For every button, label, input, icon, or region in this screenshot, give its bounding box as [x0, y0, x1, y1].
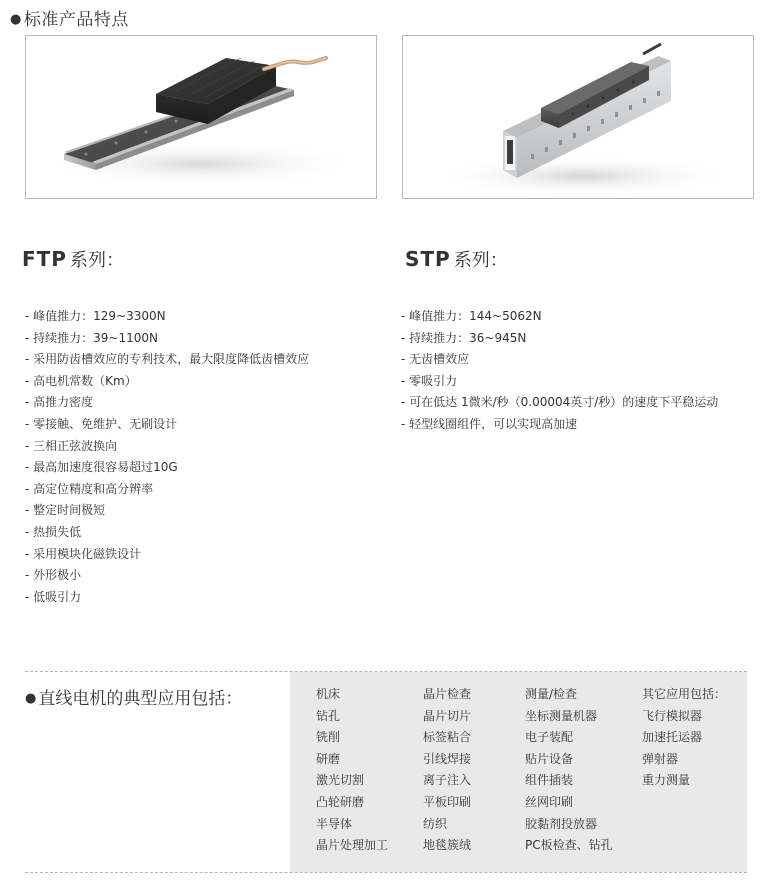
feature-item: - 持续推力：39~1100N: [25, 330, 158, 345]
application-item: 坐标测量机器: [525, 708, 598, 723]
stp-feature-list: [401, 306, 718, 436]
feature-item: - 高电机常数（Km）: [25, 373, 137, 388]
application-item: 测量/检查: [525, 687, 578, 701]
ftp-motor-illustration: [26, 36, 376, 198]
application-item: 胶黏剂投放器: [525, 816, 598, 831]
application-item: 晶片切片: [423, 708, 472, 723]
feature-item: - 三相正弦波换向: [25, 438, 118, 453]
application-item: 贴片设备: [525, 751, 574, 766]
application-item: 铣削: [316, 730, 341, 745]
application-item: 半导体: [316, 816, 353, 831]
feature-item: - 采用模块化磁铁设计: [25, 546, 142, 561]
application-item: 其它应用包括：: [642, 687, 727, 701]
application-item: 机床: [316, 687, 341, 701]
application-item: 引线焊接: [423, 751, 472, 766]
ftp-series-title: [22, 246, 124, 272]
application-item: 离子注入: [423, 773, 472, 788]
bullet-icon: ●: [10, 12, 22, 27]
feature-item: - 高推力密度: [25, 395, 94, 410]
applications-column-2: [423, 684, 471, 857]
feature-item: - 最高加速度很容易超过10G: [25, 460, 178, 475]
ftp-product-image: [25, 35, 377, 199]
application-item: 飞行模拟器: [642, 708, 703, 723]
feature-item: - 峰值推力：129~3300N: [25, 309, 166, 323]
application-item: 加速托运器: [642, 730, 703, 745]
feature-item: - 零接触、免维护、无刷设计: [25, 416, 178, 431]
feature-item: - 零吸引力: [401, 373, 458, 388]
feature-item: - 整定时间极短: [25, 503, 106, 518]
stp-product-image: [402, 35, 754, 199]
application-item: 弹射器: [642, 751, 679, 766]
applications-column-4: [642, 684, 726, 792]
application-item: 平板印刷: [423, 794, 472, 809]
ftp-series-suffix: 系列：: [69, 250, 124, 271]
application-item: 研磨: [316, 751, 341, 766]
application-item: PC板检查、钻孔: [525, 838, 613, 853]
application-item: 激光切割: [316, 773, 365, 788]
application-item: 重力测量: [642, 773, 691, 788]
application-item: 晶片处理加工: [316, 838, 389, 853]
application-item: 地毯簇绒: [423, 838, 472, 853]
application-item: 钻孔: [316, 708, 341, 723]
section-title: [10, 5, 129, 30]
applications-title: [25, 684, 242, 709]
feature-item: - 高定位精度和高分辨率: [25, 481, 154, 496]
feature-item: - 外形极小: [25, 568, 82, 583]
application-item: 凸轮研磨: [316, 794, 365, 809]
application-item: 晶片检查: [423, 687, 472, 701]
divider-bottom: [25, 872, 747, 873]
application-item: 纺织: [423, 816, 448, 831]
stp-motor-illustration: [403, 36, 753, 198]
feature-item: - 采用防齿槽效应的专利技术，最大限度降低齿槽效应: [25, 352, 310, 367]
feature-item: - 可在低达 1微米/秒（0.00004英寸/秒）的速度下平稳运动: [401, 395, 719, 410]
feature-item: - 峰值推力：144~5062N: [401, 309, 542, 323]
application-item: 标签粘合: [423, 730, 472, 745]
feature-item: - 持续推力：36~945N: [401, 330, 527, 345]
application-item: 组件插装: [525, 773, 574, 788]
stp-series-code: STP: [405, 247, 451, 271]
applications-column-3: [525, 684, 613, 857]
application-item: 丝网印刷: [525, 794, 574, 809]
bullet-icon: ●: [25, 691, 37, 706]
feature-item: - 轻型线圈组件，可以实现高加速: [401, 416, 578, 431]
applications-title-text: 直线电机的典型应用包括：: [38, 689, 243, 709]
ftp-feature-list: [25, 306, 309, 608]
feature-item: - 低吸引力: [25, 589, 82, 604]
stp-series-title: [405, 246, 508, 272]
stp-series-suffix: 系列：: [453, 250, 508, 271]
feature-item: - 热损失低: [25, 524, 82, 539]
ftp-series-code: FTP: [22, 247, 67, 271]
applications-column-1: [316, 684, 388, 857]
section-title-text: 标准产品特点: [23, 10, 129, 30]
feature-item: - 无齿槽效应: [401, 352, 470, 367]
application-item: 电子装配: [525, 730, 574, 745]
